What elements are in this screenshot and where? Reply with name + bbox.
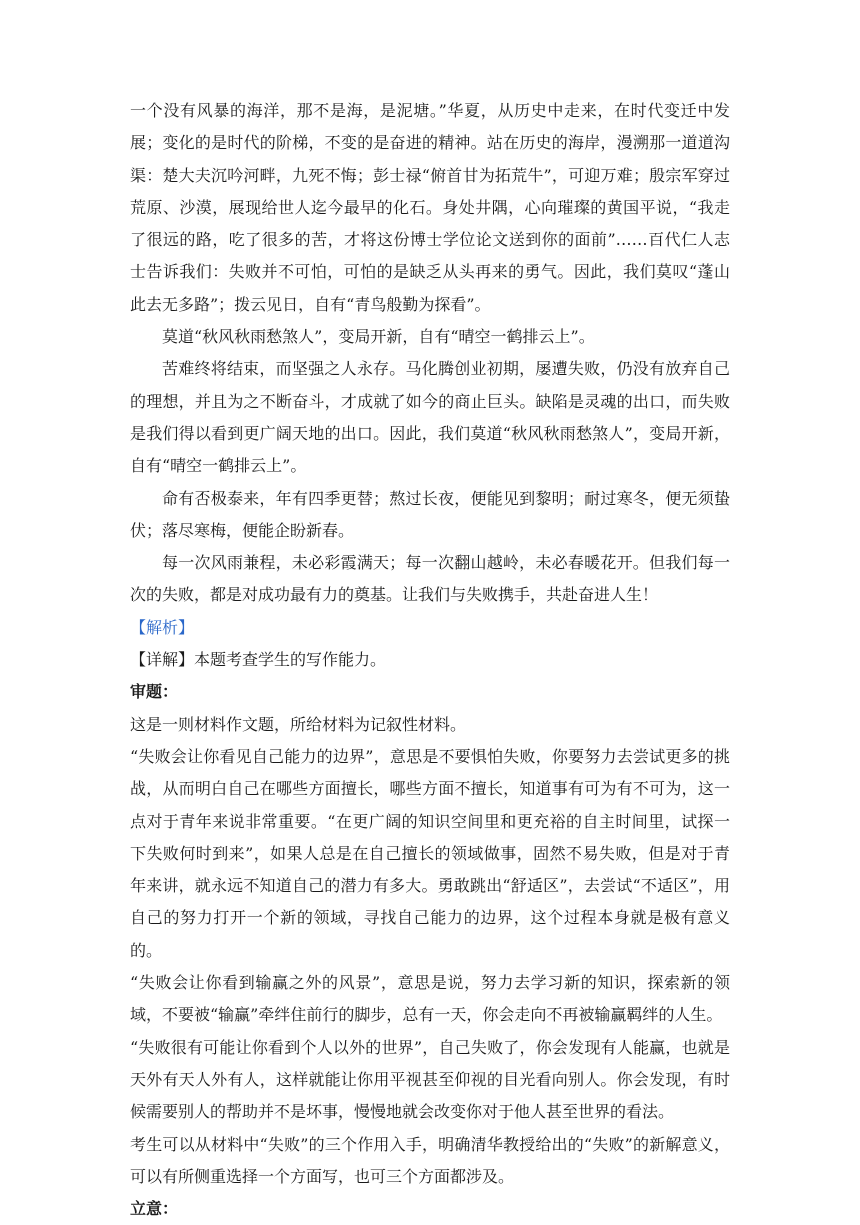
review-paragraph-1: 这是一则材料作文题，所给材料为记叙性材料。 xyxy=(130,714,467,734)
detail-text: 本题考查学生的写作能力。 xyxy=(194,650,387,670)
essay-paragraph-5: 每一次风雨兼程，未必彩霞满天；每一次翻山越岭，未必春暖花开。但我们每一次的失败，都是对成功最有力的奠基。让我们与失败携手，共赴奋进人生！ xyxy=(130,553,730,605)
review-paragraph-5: 考生可以从材料中“失败”的三个作用入手，明确清华教授给出的“失败”的新解意义，可以有所侧重选择一个方面写，也可三个方面都涉及。 xyxy=(130,1134,730,1186)
detail-line xyxy=(130,644,730,676)
document-page xyxy=(130,95,730,1225)
review-paragraph-2: “失败会让你看见自己能力的边界”，意思是不要惧怕失败，你要努力去尝试更多的挑战，从而明白自己在哪些方面擅长，哪些方面不擅长，知道事有可为有不可为，这一点对于青年来说非常重要。“在更广阔的知识空间里和更充裕的自主时间里，试探一下失败何时到来”，如果人总是在自己擅长的领域做事，固然不易失败，但是对于青年来讲，就永远不知道自己的潜力有多大。勇敢跳出“舒适区”，去尝试“不适区”，用自己的努力打开一个新的领域，寻找自己能力的边界，这个过程本身就是极有意义的。 xyxy=(130,746,730,960)
review-paragraph-4: “失败很有可能让你看到个人以外的世界”，自己失败了，你会发现有人能赢，也就是天外有天人外有人，这样就能让你用平视甚至仰视的目光看向别人。你会发现，有时候需要别人的帮助并不是坏事，慢慢地就会改变你对于他人甚至世界的看法。 xyxy=(130,1037,730,1122)
essay-paragraph-1: 一个没有风暴的海洋，那不是海，是泥塘。”华夏，从历史中走来，在时代变迁中发展；变化的是时代的阶梯，不变的是奋进的精神。站在历史的海岸，漫溯那一道道沟渠：楚大夫沉吟河畔，九死不悔；彭士禄“俯首甘为拓荒牛”，可迎万难；殷宗军穿过荒原、沙漠，展现给世人迄今最早的化石。身处井隅，心向璀璨的黄国平说，“我走了很远的路，吃了很多的苦，才将这份博士学位论文送到你的面前”……百代仁人志士告诉我们：失败并不可怕，可怕的是缺乏从头再来的勇气。因此，我们莫叹“蓬山此去无多路”；拨云见日，自有“青鸟般勤为探看”。 xyxy=(130,101,730,314)
analysis-tag: 【解析】 xyxy=(130,617,195,637)
essay-paragraph-4: 命有否极泰来，年有四季更替；熬过长夜，便能见到黎明；耐过寒冬，便无须蛰伏；落尽寒梅，便能企盼新春。 xyxy=(130,488,730,540)
review-heading: 审题： xyxy=(130,682,179,702)
detail-head: 【详解】 xyxy=(130,650,195,670)
intent-heading: 立意： xyxy=(130,1199,179,1219)
essay-paragraph-2: 莫道“秋风秋雨愁煞人”，变局开新，自有“晴空一鹤排云上”。 xyxy=(162,327,595,347)
essay-paragraph-3: 苦难终将结束，而坚强之人永存。马化腾创业初期，屡遭失败，仍没有放弃自己的理想，并且为之不断奋斗，才成就了如今的商止巨头。缺陷是灵魂的出口，而失败是我们得以看到更广阔天地的出口。因此，我们莫道“秋风秋雨愁煞人”，变局开新，自有“晴空一鹤排云上”。 xyxy=(130,359,730,476)
review-paragraph-3: “失败会让你看到输赢之外的风景”，意思是说，努力去学习新的知识，探索新的领域，不要被“输赢”牵绊住前行的脚步，总有一天，你会走向不再被输赢羁绊的人生。 xyxy=(130,973,730,1025)
